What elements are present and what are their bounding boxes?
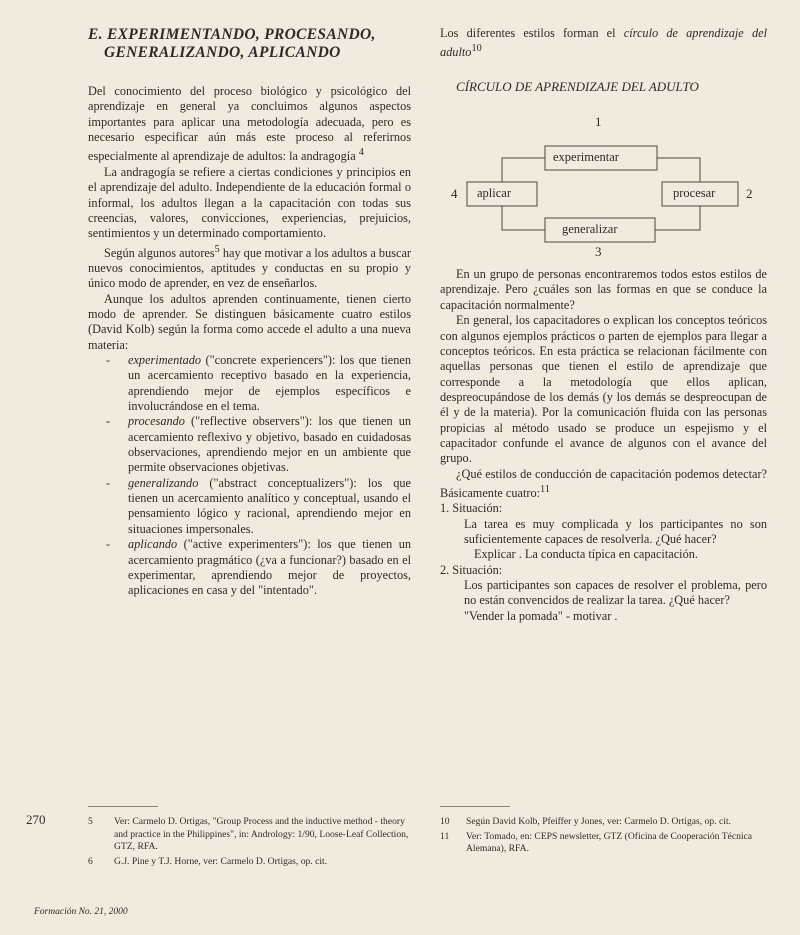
footnote [88,856,411,869]
style-name: generalizando [128,475,199,490]
footnote-number: 10 [440,816,450,827]
journal-footer: Formación No. 21, 2000 [34,907,128,917]
footnote-rule-left [88,806,158,807]
list-item [88,414,411,475]
footnotes-right [440,816,767,858]
right-paragraph-2: En general, los capacitadores o explican los conceptos teóricos con algunos ejemplos prácticos o parten de ejemplos para llegar a conceptos teóricos. En esta práctica se relacionan fácilmente con aquellas personas que tienen el estilo de aprendizaje que corresponde a la metodología que ellos aplican, despreocupándose de los demás (y los demás se despreocupan de él y de la materia). Por la comunicación fluida con las personas propicias al método usado se produce un espejismo y el capacitador confunde el avance de algunos con el avance del grupo. [440,313,767,466]
page-number: 270 [26,812,46,827]
diagram-num-2: 2 [746,186,753,202]
footnote [440,831,767,856]
box-label-generalizar: generalizar [562,222,618,237]
diagram-num-1: 1 [595,114,602,130]
footnote-ref: 10 [471,43,482,55]
situation-2-answer: "Vender la pomada" - motivar . [464,608,618,623]
connector [502,206,545,230]
left-paragraph-1-text: Del conocimiento del proceso biológico y psicológico del aprendizaje en general ya concluimos algunos aspectos importantes para aplicar una metodología adecuada, pero es necesario especificar aún más este proceso al referirnos especialmente al aprendizaje de adultos: la andragogía [88,84,411,164]
diagram-title: CÍRCULO DE APRENDIZAJE DEL ADULTO [456,78,699,94]
footnote-text: G.J. Pine y T.J. Horne, ver: Carmelo D. Ortigas, op. cit. [114,855,328,867]
list-item [88,476,411,537]
situation-2-heading: 2. Situación: [440,562,503,577]
right-intro-b: círculo de aprendizaje del adulto [440,26,767,60]
connector [502,158,545,182]
left-paragraph-1 [88,84,411,165]
diagram-num-3: 3 [595,244,602,260]
style-description: ("reflective observers"): los que tienen un acercamiento reflexivo y objetivo, basado en cuidadosas observaciones, aprendiendo mejor en un ambiente que permite observaciones objetivas. [128,414,411,475]
box-label-procesar: procesar [673,186,716,201]
right-paragraph-3 [440,467,767,502]
footnote-ref: 11 [540,483,550,495]
learning-cycle-diagram [440,108,767,263]
right-paragraph-3-a: ¿Qué estilos de conducción de capacitación podemos detectar? Básicamente cuatro: [440,466,767,501]
section-title-line1: E. EXPERIMENTANDO, PROCESANDO, [88,26,376,43]
box-label-aplicar: aplicar [477,186,512,201]
style-description: ("active experimenters"): los que tienen un acercamiento pragmático (¿va a funcionar?) basado en el experimentar, aprendiendo mejor de proyectos, aplicaciones en casa y del "intentado". [128,537,411,598]
style-description: ("concrete experiencers"): los que tienen un acercamiento receptivo basado en la experiencia, aprendiendo mejor de ejemplos específicos e involucrándose en el tema. [128,353,411,414]
footnote-number: 6 [88,855,93,867]
footnote [88,816,411,854]
right-intro-a: Los diferentes estilos forman el [440,26,624,40]
right-paragraph-1: En un grupo de personas encontraremos todos estos estilos de aprendizaje. Pero ¿cuáles son las formas en que se conduce la capacitación normalmente? [440,267,767,312]
left-paragraph-3-a: Según algunos autores [104,245,215,260]
style-name: aplicando [128,537,178,552]
footnote-text: Según David Kolb, Pfeiffer y Jones, ver: Carmelo D. Ortigas, op. cit. [466,816,731,827]
diagram-num-4: 4 [451,186,458,202]
footnote-text: Ver: Tomado, en: CEPS newsletter, GTZ (Oficina de Cooperación Técnica Alemana), RFA. [466,830,753,854]
list-item [88,353,411,414]
footnote-rule-right [440,806,510,807]
left-paragraph-3 [88,242,411,292]
footnote [440,816,767,829]
footnote-ref: 4 [358,147,364,159]
style-name: procesando [128,414,185,429]
box-label-experimentar: experimentar [553,150,619,165]
footnote-text: Ver: Carmelo D. Ortigas, "Group Process and the inductive method - theory and practice in the Philippines", in: Andrology: 1/90, Loose-Leaf Collection, GTZ, RFA. [114,816,409,852]
situation-1-answer: Explicar . La conducta típica en capacitación. [474,547,698,562]
footnote-number: 5 [88,816,93,827]
section-title-line2: GENERALIZANDO, APLICANDO [104,44,341,61]
situation-1-heading: 1. Situación: [440,501,503,516]
footnote-ref: 5 [214,243,220,255]
situation-1-text: La tarea es muy complicada y los participantes no son suficientemente capaces de resolverla. ¿Qué hacer? [464,516,767,547]
left-column [88,26,411,599]
footnotes-left [88,816,411,870]
connector [657,158,700,182]
footnote-number: 11 [440,830,450,842]
learning-styles-list [88,353,411,599]
list-item [88,537,411,598]
connector [655,206,700,230]
right-column [440,26,767,624]
left-paragraph-4: Aunque los adultos aprenden continuamente, tienen cierto modo de aprender. Se distinguen básicamente cuatro estilos (David Kolb) según la forma como accede el adulto a una nueva materia: [88,291,411,352]
left-paragraph-3-b: hay que motivar a los adultos a buscar nuevos conocimientos, aptitudes y conductas en su propio y único modo de aprender, en vez de enseñarlos. [88,245,412,291]
style-name: experimentado [128,353,202,368]
left-paragraph-2: La andragogía se refiere a ciertas condiciones y principios en el aprendizaje del adulto. Independiente de la educación formal o informal, los adultos llegan a la capacitación con todas sus creencias, valores, convicciones, experiencias, prejuicios, sentimientos y un determinado comportamiento. [88,164,411,241]
situation-2-text: Los participantes son capaces de resolver el problema, pero no están convencidos de realizar la tarea. ¿Qué hacer? [464,578,767,608]
style-description: ("abstract conceptualizers"): los que tienen un acercamiento analítico y conceptual, usando el pensamiento lógico y racional, aprendiendo mejor en situaciones impersonales. [128,475,411,536]
right-intro [440,26,767,61]
section-title [88,26,411,62]
